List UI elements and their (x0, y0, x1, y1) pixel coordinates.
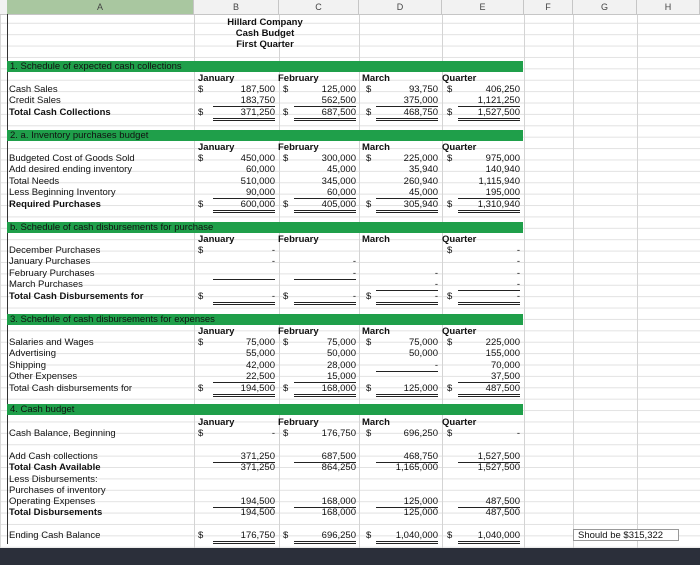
row-q-dollar: $ (447, 428, 453, 439)
row-q-dollar: $ (447, 290, 453, 302)
row-label: Advertising (9, 348, 56, 360)
window-bottom-edge (0, 548, 700, 565)
row-q-cell[interactable]: - (516, 245, 520, 256)
row-mar-dollar: $ (366, 152, 372, 164)
row-label: Total Cash Disbursements for (9, 290, 144, 302)
row-mar-cell[interactable]: 93,750 (408, 83, 438, 95)
row-q-cell[interactable]: 155,000 (485, 348, 520, 360)
month-header-q: Quarter (442, 72, 477, 84)
row-jan-dollar: $ (198, 336, 204, 348)
row-jan-cell[interactable]: 371,250 (240, 462, 275, 473)
row-mar-cell[interactable]: - (376, 291, 438, 305)
column-header-a[interactable]: A (7, 0, 194, 14)
row-q-cell[interactable]: 487,500 (458, 383, 520, 397)
row-mar-cell[interactable]: 75,000 (408, 336, 438, 348)
month-header-jan: January (198, 141, 235, 153)
col-divider (637, 0, 638, 565)
col-divider (279, 0, 280, 565)
col-divider (442, 0, 443, 565)
row-label: Total Cash disbursements for (9, 382, 133, 394)
column-headers (0, 0, 700, 15)
row-feb-cell[interactable]: - (352, 267, 356, 279)
column-header-e[interactable]: E (442, 0, 524, 14)
month-header-mar: March (362, 72, 390, 84)
company-name: Hillard Company (227, 17, 303, 28)
row-label: Other Expenses (9, 371, 78, 383)
row-mar-cell[interactable]: - (434, 267, 438, 279)
report-title: Cash Budget (235, 28, 295, 39)
month-header-mar: March (362, 233, 390, 245)
row-feb-cell[interactable]: 176,750 (321, 428, 356, 439)
row-jan-cell[interactable]: 194,500 (240, 507, 275, 518)
row-q-cell[interactable]: 1,527,500 (458, 451, 520, 463)
row-mar-cell[interactable]: 260,940 (403, 175, 438, 187)
row-jan-cell[interactable]: - (271, 245, 275, 256)
month-header-jan: January (198, 417, 235, 428)
row-mar-dollar: $ (366, 106, 372, 118)
row-mar-dollar: $ (366, 336, 372, 348)
sheet-left-border (7, 14, 8, 544)
row-jan-dollar: $ (198, 152, 204, 164)
row-feb-dollar: $ (283, 382, 289, 394)
row-label: Ending Cash Balance (9, 530, 101, 541)
report-period: First Quarter (236, 39, 294, 50)
row-jan-cell[interactable] (213, 279, 275, 280)
row-q-cell[interactable]: - (516, 256, 520, 268)
row-mar-cell[interactable]: 50,000 (408, 348, 438, 360)
row-mar-dollar: $ (366, 83, 372, 95)
row-mar-cell[interactable]: 305,940 (376, 199, 438, 213)
row-mar-dollar: $ (366, 382, 372, 394)
column-header-f[interactable]: F (524, 0, 573, 14)
row-label: December Purchases (9, 245, 101, 256)
row-label: Purchases of inventory (9, 485, 106, 496)
row-mar-dollar: $ (366, 428, 372, 439)
row-feb-cell[interactable]: 15,000 (294, 371, 356, 383)
row-jan-cell[interactable]: 55,000 (245, 348, 275, 360)
row-feb-cell[interactable]: 687,500 (294, 107, 356, 121)
section-header-band (7, 130, 523, 141)
row-jan-cell[interactable]: 194,500 (213, 496, 275, 508)
row-q-cell[interactable]: 140,940 (485, 164, 520, 176)
row-label: Shipping (9, 359, 46, 371)
row-feb-cell[interactable]: 300,000 (321, 152, 356, 164)
row-jan-dollar: $ (198, 290, 204, 302)
section-title: 4. Cash budget (10, 404, 75, 415)
row-feb-dollar: $ (283, 336, 289, 348)
row-mar-cell[interactable]: 35,940 (408, 164, 438, 176)
row-q-cell[interactable]: 1,527,500 (477, 462, 520, 473)
row-feb-cell[interactable]: 864,250 (321, 462, 356, 473)
column-header-c[interactable]: C (279, 0, 359, 14)
row-mar-dollar: $ (366, 530, 372, 541)
row-feb-cell[interactable] (294, 279, 356, 280)
month-header-feb: February (278, 417, 319, 428)
row-jan-dollar: $ (198, 428, 204, 439)
row-q-cell[interactable]: 487,500 (485, 507, 520, 518)
column-header-d[interactable]: D (359, 0, 442, 14)
row-mar-cell[interactable]: 125,000 (376, 383, 438, 397)
row-jan-cell[interactable]: 183,750 (213, 95, 275, 107)
row-jan-cell[interactable]: 176,750 (213, 530, 275, 544)
row-feb-dollar: $ (283, 106, 289, 118)
row-mar-cell[interactable]: - (376, 279, 438, 291)
row-jan-cell[interactable]: 510,000 (240, 175, 275, 187)
row-feb-cell[interactable]: 28,000 (326, 359, 356, 371)
row-feb-cell[interactable]: 50,000 (326, 348, 356, 360)
row-jan-dollar: $ (198, 198, 204, 210)
row-jan-cell[interactable]: 60,000 (245, 164, 275, 176)
row-mar-cell[interactable]: 45,000 (376, 187, 438, 199)
month-header-feb: February (278, 72, 319, 84)
month-header-q: Quarter (442, 325, 477, 337)
row-feb-cell[interactable]: 168,000 (294, 496, 356, 508)
row-jan-cell[interactable]: 42,000 (245, 359, 275, 371)
row-feb-cell[interactable]: 168,000 (294, 383, 356, 397)
row-q-cell[interactable]: 975,000 (485, 152, 520, 164)
month-header-mar: March (362, 417, 390, 428)
row-feb-dollar: $ (283, 152, 289, 164)
row-feb-cell[interactable]: 696,250 (294, 530, 356, 544)
row-label: Required Purchases (9, 198, 101, 210)
row-mar-cell[interactable]: 125,000 (376, 496, 438, 508)
month-header-q: Quarter (442, 141, 477, 153)
row-feb-cell[interactable]: - (294, 291, 356, 305)
row-q-cell[interactable]: - (516, 428, 520, 439)
row-jan-dollar: $ (198, 83, 204, 95)
month-header-jan: January (198, 72, 235, 84)
row-q-cell[interactable]: 406,250 (485, 83, 520, 95)
row-jan-dollar: $ (198, 530, 204, 541)
section-header-band (7, 404, 523, 415)
row-jan-dollar: $ (198, 106, 204, 118)
row-jan-cell[interactable]: 75,000 (245, 336, 275, 348)
row-q-dollar: $ (447, 152, 453, 164)
row-label: January Purchases (9, 256, 91, 268)
col-divider (573, 0, 574, 565)
row-q-cell[interactable]: 1,310,940 (458, 199, 520, 213)
row-jan-cell[interactable]: 371,250 (213, 451, 275, 463)
row-feb-cell[interactable]: - (352, 256, 356, 268)
row-label: Operating Expenses (9, 496, 96, 507)
row-mar-cell[interactable]: 125,000 (403, 507, 438, 518)
row-jan-dollar: $ (198, 382, 204, 394)
row-mar-dollar: $ (366, 290, 372, 302)
section-header-band (7, 61, 523, 72)
row-feb-dollar: $ (283, 83, 289, 95)
row-label: Budgeted Cost of Goods Sold (9, 152, 135, 164)
row-q-cell[interactable]: - (516, 267, 520, 279)
row-jan-cell[interactable]: 450,000 (240, 152, 275, 164)
row-mar-cell[interactable] (376, 371, 438, 372)
row-q-cell[interactable]: 1,527,500 (458, 107, 520, 121)
row-q-dollar: $ (447, 336, 453, 348)
row-mar-cell[interactable]: 1,165,000 (395, 462, 438, 473)
header-dollar: $ (198, 245, 204, 256)
row-feb-cell[interactable]: 405,000 (294, 199, 356, 213)
row-q-dollar: $ (447, 530, 453, 541)
row-label: Add Cash collections (9, 451, 98, 462)
section-title: b. Schedule of cash disbursements for purchase (10, 222, 214, 233)
row-jan-cell[interactable]: 600,000 (213, 199, 275, 213)
row-feb-dollar: $ (283, 530, 289, 541)
column-header-b[interactable]: B (194, 0, 279, 14)
row-q-dollar: $ (447, 382, 453, 394)
annotation-note[interactable]: Should be $315,322 (573, 529, 679, 541)
row-mar-cell[interactable]: 468,750 (376, 107, 438, 121)
month-header-mar: March (362, 141, 390, 153)
row-q-cell[interactable]: 70,000 (490, 359, 520, 371)
row-feb-dollar: $ (283, 428, 289, 439)
section-header-band (7, 222, 523, 233)
column-header-h[interactable]: H (637, 0, 700, 14)
col-divider (359, 0, 360, 565)
row-jan-cell[interactable]: 22,500 (213, 371, 275, 383)
section-title: 2. a. Inventory purchases budget (10, 130, 149, 141)
month-header-q: Quarter (442, 233, 477, 245)
row-feb-cell[interactable]: 125,000 (321, 83, 356, 95)
row-feb-cell[interactable]: 562,500 (294, 95, 356, 107)
row-q-cell[interactable]: 487,500 (458, 496, 520, 508)
row-q-dollar: $ (447, 106, 453, 118)
row-label: Less Beginning Inventory (9, 187, 116, 199)
month-header-feb: February (278, 141, 319, 153)
col-divider (194, 0, 195, 565)
row-q-dollar: $ (447, 198, 453, 210)
row-mar-cell[interactable]: 375,000 (376, 95, 438, 107)
section-header-band (7, 314, 523, 325)
row-label: Total Cash Available (9, 462, 101, 473)
row-feb-cell[interactable]: 687,500 (294, 451, 356, 463)
row-jan-cell[interactable]: - (213, 291, 275, 305)
section-title: 1. Schedule of expected cash collections (10, 61, 182, 72)
col-divider (524, 0, 525, 565)
row-q-cell[interactable]: 37,500 (458, 371, 520, 383)
row-label: Less Disbursements: (9, 474, 98, 485)
row-label: Cash Sales (9, 83, 58, 95)
row-q-cell[interactable]: 1,121,250 (458, 95, 520, 107)
row-feb-dollar: $ (283, 290, 289, 302)
row-jan-cell[interactable]: - (271, 256, 275, 268)
row-feb-dollar: $ (283, 198, 289, 210)
header-dollar: $ (447, 245, 453, 256)
row-label: Total Cash Collections (9, 106, 111, 118)
row-label: Cash Balance, Beginning (9, 428, 116, 439)
row-q-cell[interactable]: - (458, 291, 520, 305)
month-header-jan: January (198, 325, 235, 337)
row-q-cell[interactable]: 195,000 (458, 187, 520, 199)
row-q-cell[interactable]: 1,115,940 (478, 175, 520, 187)
row-jan-cell[interactable]: - (271, 428, 275, 439)
row-jan-cell[interactable]: 371,250 (213, 107, 275, 121)
row-q-cell[interactable]: - (458, 279, 520, 291)
row-mar-cell[interactable]: 696,250 (403, 428, 438, 439)
month-header-feb: February (278, 233, 319, 245)
row-q-cell[interactable]: 225,000 (485, 336, 520, 348)
row-mar-cell[interactable]: 225,000 (403, 152, 438, 164)
row-q-dollar: $ (447, 83, 453, 95)
row-jan-cell[interactable]: 194,500 (213, 383, 275, 397)
section-title: 3. Schedule of cash disbursements for expenses (10, 314, 215, 325)
row-label: Salaries and Wages (9, 336, 94, 348)
row-jan-cell[interactable]: 90,000 (213, 187, 275, 199)
row-feb-cell[interactable]: 45,000 (326, 164, 356, 176)
row-label: March Purchases (9, 279, 83, 291)
row-mar-cell[interactable]: - (434, 359, 438, 371)
row-feb-cell[interactable]: 168,000 (321, 507, 356, 518)
row-mar-dollar: $ (366, 198, 372, 210)
row-label: Add desired ending inventory (9, 164, 133, 176)
row-jan-cell[interactable]: 187,500 (240, 83, 275, 95)
row-feb-cell[interactable]: 75,000 (326, 336, 356, 348)
row-mar-cell[interactable]: 1,040,000 (376, 530, 438, 544)
row-feb-cell[interactable]: 345,000 (321, 175, 356, 187)
row-label: Total Disbursements (9, 507, 103, 518)
row-label: Total Needs (9, 175, 60, 187)
column-header-g[interactable]: G (573, 0, 637, 14)
row-feb-cell[interactable]: 60,000 (294, 187, 356, 199)
month-header-q: Quarter (442, 417, 477, 428)
row-label: Credit Sales (9, 95, 61, 107)
month-header-feb: February (278, 325, 319, 337)
row-q-cell[interactable]: 1,040,000 (458, 530, 520, 544)
row-label: February Purchases (9, 267, 95, 279)
month-header-jan: January (198, 233, 235, 245)
month-header-mar: March (362, 325, 390, 337)
row-mar-cell[interactable]: 468,750 (376, 451, 438, 463)
